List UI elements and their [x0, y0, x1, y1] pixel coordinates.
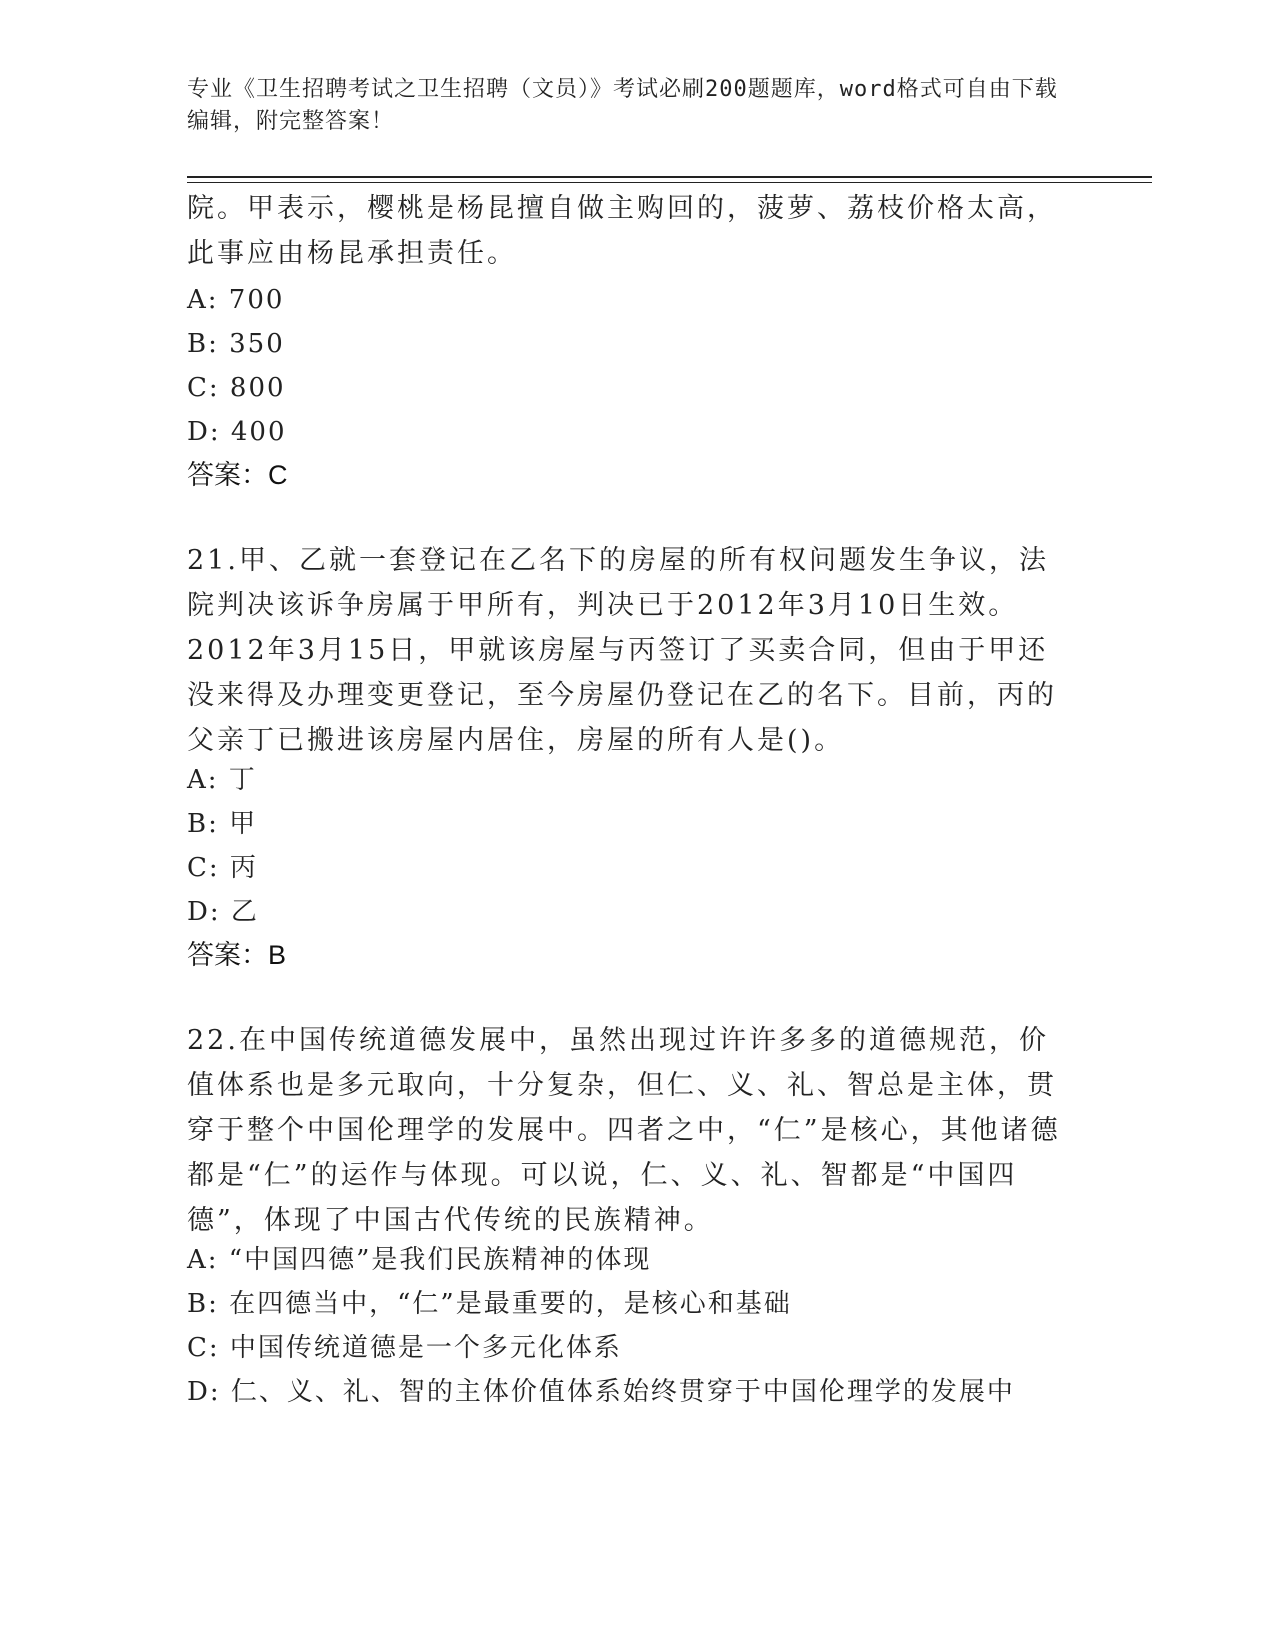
header-divider-thin — [187, 182, 1152, 183]
question-20-option-a: A: 700 — [187, 285, 285, 315]
question-20-option-d: D: 400 — [187, 417, 287, 447]
question-22-stem: 22.在中国传统道德发展中，虽然出现过许许多多的道德规范，价值体系也是多元取向，十分复杂，但仁、义、礼、智总是主体，贯穿于整个中国伦理学的发展中。四者之中，“仁”是核心，其他诸德都是“仁”的运作与体现。可以说，仁、义、礼、智都是“中国四德”，体现了中国古代传统的民族精神。 — [187, 1025, 1061, 1236]
question-20-option-c: C: 800 — [187, 373, 286, 403]
question-21-stem: 21.甲、乙就一套登记在乙名下的房屋的所有权问题发生争议，法院判决该诉争房属于甲所有，判决已于2012年3月10日生效。2012年3月15日，甲就该房屋与丙签订了买卖合同，但由于甲还没来得及办理变更登记，至今房屋仍登记在乙的名下。目前，丙的父亲丁已搬进该房屋内居住，房屋的所有人是()。 — [187, 545, 1057, 756]
question-21-answer: 答案：B — [187, 940, 287, 970]
question-21-option-a: A: 丁 — [187, 765, 257, 795]
header-divider-thick — [187, 176, 1152, 178]
question-22-option-d: D: 仁、义、礼、智的主体价值体系始终贯穿于中国伦理学的发展中 — [187, 1377, 1015, 1407]
question-22-option-c: C: 中国传统道德是一个多元化体系 — [187, 1333, 622, 1363]
question-21-option-d: D: 乙 — [187, 897, 259, 927]
question-21-option-b: B: 甲 — [187, 809, 258, 839]
question-20-answer: 答案：C — [187, 460, 288, 490]
question-21-option-c: C: 丙 — [187, 853, 258, 883]
question-20-stem: 院。甲表示，樱桃是杨昆擅自做主购回的，菠萝、荔枝价格太高，此事应由杨昆承担责任。 — [187, 193, 1057, 269]
question-20-option-b: B: 350 — [187, 329, 285, 359]
page-header: 专业《卫生招聘考试之卫生招聘（文员）》考试必刷200题题库，word格式可自由下载编辑，附完整答案！ — [187, 77, 1058, 134]
question-22-option-a: A: “中国四德”是我们民族精神的体现 — [187, 1245, 652, 1275]
question-22-option-b: B: 在四德当中，“仁”是最重要的，是核心和基础 — [187, 1289, 792, 1319]
